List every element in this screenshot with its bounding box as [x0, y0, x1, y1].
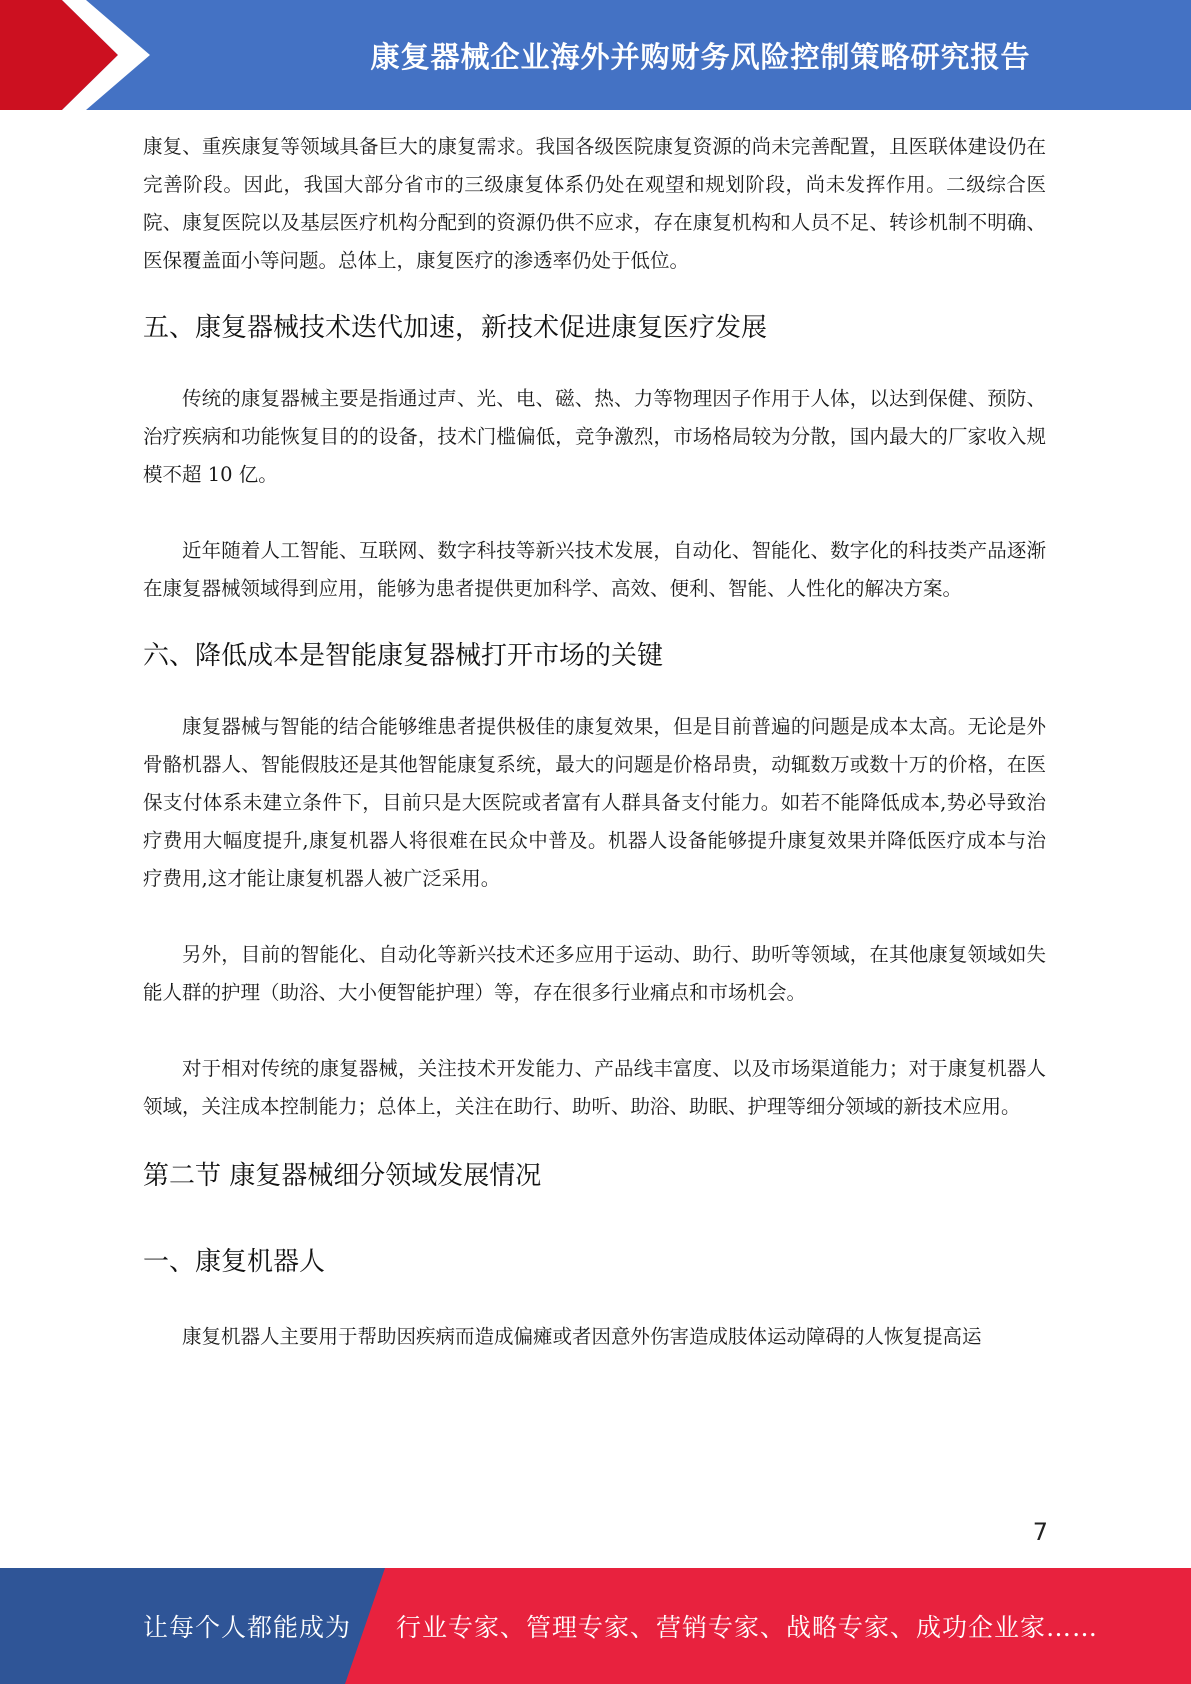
heading-section-5: 五、康复器械技术迭代加速，新技术促进康复医疗发展: [143, 313, 768, 343]
page-header: [0, 0, 1191, 110]
paragraph-3: 近年随着人工智能、互联网、数字科技等新兴技术发展，自动化、智能化、数字化的科技类产品逐渐在康复器械领域得到应用，能够为患者提供更加科学、高效、便利、智能、人性化的解决方案。: [143, 539, 1046, 600]
paragraph-4: 康复器械与智能的结合能够维患者提供极佳的康复效果，但是目前普遍的问题是成本太高。无论是外骨骼机器人、智能假肢还是其他智能康复系统，最大的问题是价格昂贵，动辄数万或数十万的价格，在医保支付体系未建立条件下，目前只是大医院或者富有人群具备支付能力。如若不能降低成本,势必导致治疗费用大幅度提升,康复机器人将很难在民众中普及。机器人设备能够提升康复效果并降低医疗成本与治疗费用,这才能让康复机器人被广泛采用。: [143, 715, 1046, 890]
footer-slogan-left: 让每个人都能成为: [143, 1613, 352, 1642]
header-title: 康复器械企业海外并购财务风险控制策略研究报告: [370, 39, 1031, 74]
footer-slogan-right: 行业专家、管理专家、营销专家、战略专家、成功企业家……: [396, 1613, 1099, 1642]
heading-section-6: 六、降低成本是智能康复器械打开市场的关键: [143, 641, 664, 671]
heading-rehab-robot: 一、康复机器人: [143, 1247, 326, 1277]
paragraph-6: 对于相对传统的康复器械，关注技术开发能力、产品线丰富度、以及市场渠道能力；对于康复机器人领域，关注成本控制能力；总体上，关注在助行、助听、助浴、助眠、护理等细分领域的新技术应用。: [143, 1057, 1046, 1118]
paragraph-5: 另外，目前的智能化、自动化等新兴技术还多应用于运动、助行、助听等领域，在其他康复领域如失能人群的护理（助浴、大小便智能护理）等，存在很多行业痛点和市场机会。: [143, 943, 1046, 1004]
page-footer: [0, 1568, 1191, 1684]
document-body: [143, 128, 1046, 1356]
paragraph-7: 康复机器人主要用于帮助因疾病而造成偏瘫或者因意外伤害造成肢体运动障碍的人恢复提高运: [182, 1325, 982, 1348]
paragraph-1: 康复、重疾康复等领域具备巨大的康复需求。我国各级医院康复资源的尚未完善配置，且医联体建设仍在完善阶段。因此，我国大部分省市的三级康复体系仍处在观望和规划阶段，尚未发挥作用。二级综合医院、康复医院以及基层医疗机构分配到的资源仍供不应求，存在康复机构和人员不足、转诊机制不明确、医保覆盖面小等问题。总体上，康复医疗的渗透率仍处于低位。: [143, 135, 1046, 272]
heading-chapter-section-2: 第二节 康复器械细分领域发展情况: [143, 1161, 542, 1191]
header-arrow-decoration: [0, 0, 150, 110]
paragraph-2: 传统的康复器械主要是指通过声、光、电、磁、热、力等物理因子作用于人体，以达到保健、预防、治疗疾病和功能恢复目的的设备，技术门槛偏低，竞争激烈，市场格局较为分散，国内最大的厂家收入规模不超 10 亿。: [143, 387, 1046, 486]
page-number: 7: [1032, 1518, 1048, 1546]
